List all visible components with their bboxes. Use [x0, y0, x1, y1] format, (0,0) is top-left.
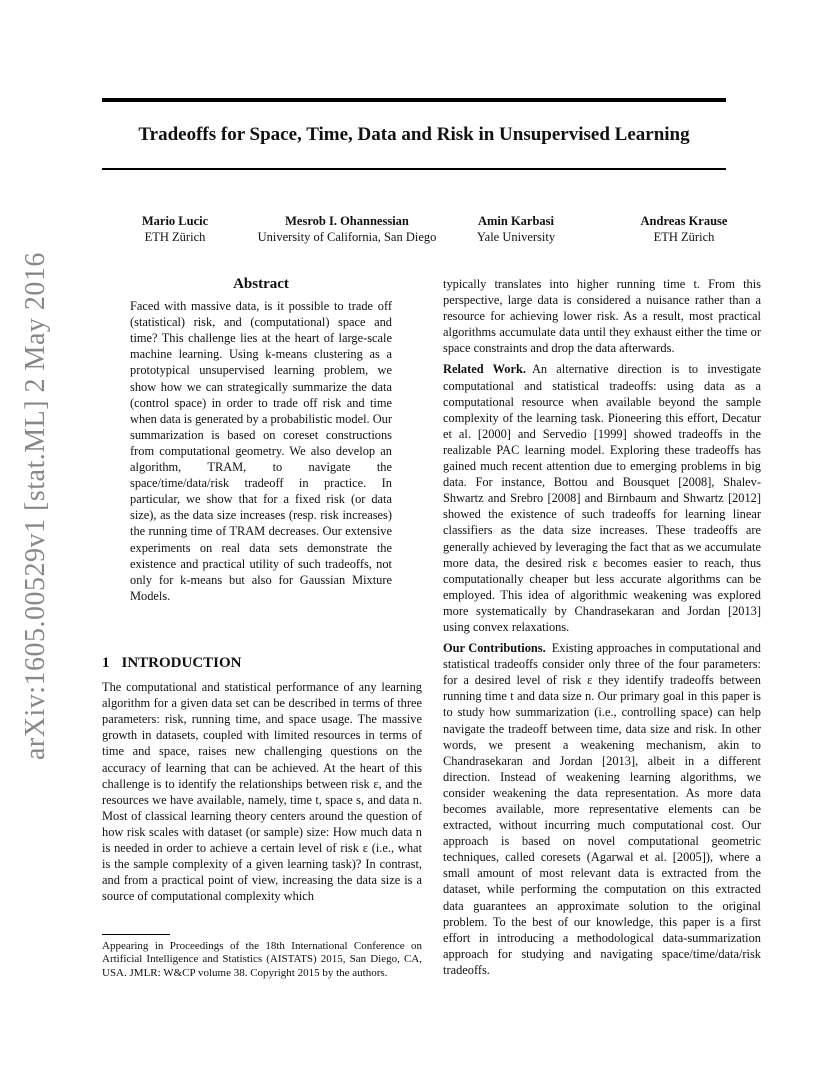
intro-continuation: typically translates into higher running time t. From this perspective, large data is considered a nuisance rather than a resource for achieving lower risk. As a result, most practical algorithms accumulate data until they exhaust either the time or space constraints and drop the data afterwards. [443, 277, 761, 356]
contributions-text: Existing approaches in computational and statistical tradeoffs consider only three of the four parameters: for a desired level of risk ε they identify tradeoffs between running time t and data size n. Our primary goal in this paper is to study how summarization (i.e., controlling space) can help navigate the tradeoff between time, data size and risk. In other words, we present a weakening mechanism, akin to Chandrasekaran and Jordan [2013], albeit in a different direction. Instead of weakening learning algorithms, we consider weakening the data representation. As more data becomes available, more representative elements can be extracted, without incurring much computational cost. Our approach is based on novel computational geometric techniques, called coresets (Agarwal et al. [2005]), where a small amount of most relevant data is extracted from the dataset, while performing the computation on this extracted data guarantees an approximate solution to the original problem. To the best of our knowledge, this paper is a first effort in introducing a methodological data-summarization approach for studying and navigating space/time/data/risk tradeoffs. [443, 641, 761, 977]
author-block [112, 213, 238, 245]
abstract-text: Faced with massive data, is it possible to trade off (statistical) risk, and (computational) space and time? This challenge lies at the heart of large-scale machine learning. Using k-means clustering as a prototypical unsupervised learning problem, we show how we can strategically summarize the data (control space) in order to trade off risk and time when data is generated by a probabilistic model. Our summarization is based on coreset constructions from computational geometry. We also develop an algorithm, TRAM, to navigate the space/time/data/risk tradeoff in practice. In particular, we show that for a fixed risk (or data size), as the data size increases (resp. risk increases) the running time of TRAM decreases. Our extensive experiments on real data sets demonstrate the existence and practical utility of such tradeoffs, not only for k-means but also for Gaussian Mixture Models. [130, 299, 392, 603]
section-title: INTRODUCTION [121, 655, 242, 671]
abstract-section [130, 276, 392, 609]
author-affiliation: ETH Zürich [653, 230, 715, 244]
introduction-section [102, 655, 422, 909]
author-affiliation: ETH Zürich [144, 230, 206, 244]
author-name: Andreas Krause [640, 214, 728, 228]
title-rule-top [102, 98, 726, 102]
paper-title: Tradeoffs for Space, Time, Data and Risk in Unsupervised Learning [138, 124, 690, 145]
abstract-heading: Abstract [233, 276, 289, 292]
contributions-paragraph [443, 640, 761, 978]
author-affiliation: Yale University [476, 230, 556, 244]
section-heading [102, 655, 422, 671]
contributions-heading: Our Contributions. [443, 641, 546, 656]
right-column [443, 276, 761, 983]
introduction-text: The computational and statistical performance of any learning algorithm for a given data set can be described in terms of three parameters: risk, running time, and space usage. The massive growth in datasets, coupled with limited resources in terms of time and space, raises new challenging questions on the accuracy of learning that can be achieved. At the heart of this challenge is to identify the relationships between risk ε, and the resources we have available, namely, time t, space s, and data n. Most of classical learning theory centers around the question of how risk scales with dataset (or sample) size: How much data n is needed in order to achieve a certain level of risk ε (i.e., what is the sample complexity of a given learning task)? In contrast, and from a practical point of view, increasing the data size is a source of computational complexity which [102, 680, 422, 904]
related-work-heading: Related Work. [443, 362, 526, 377]
author-block [618, 213, 750, 245]
author-name: Mario Lucic [141, 214, 209, 228]
related-work-text: An alternative direction is to investigate computational and statistical tradeoffs: using data as a computational resource when available beyond the sample complexity of the learning task. Pioneering this effort, Decatur et al. [2000] and Servedio [1999] showed tradeoffs in the realizable PAC learning model. Exploring these tradeoffs has gained much recent attention due to emerging problems in big data. For instance, Bottou and Bousquet [2008], Shalev-Shwartz and Srebro [2008] and Birnbaum and Shwartz [2012] showed the existence of such tradeoffs for learning linear classifiers as the data size increases. These tradeoffs are generally achieved by leveraging the fact that as we accumulate more data, the desired risk ε becomes easier to reach, thus computationally cheaper but less accurate algorithms can be employed. This idea of algorithmic weakening was explored more systematically by Chandrasekaran and Jordan [2013] using convex relaxations. [443, 362, 761, 634]
footnote-rule [102, 934, 170, 935]
arxiv-stamp: arXiv:1605.00529v1 [stat.ML] 2 May 2016 [20, 252, 51, 760]
author-affiliation: University of California, San Diego [257, 230, 437, 244]
related-work-paragraph [443, 361, 761, 635]
author-name: Mesrob I. Ohannessian [285, 214, 409, 228]
title-rule-bottom [102, 168, 726, 170]
footnote: Appearing in Proceedings of the 18th International Conference on Artificial Intelligence and Statistics (AISTATS) 2015, San Diego, CA, USA. JMLR: W&CP volume 38. Copyright 2015 by the authors. [102, 940, 422, 979]
author-name: Amin Karbasi [477, 214, 555, 228]
section-number: 1 [102, 655, 110, 671]
author-block [240, 213, 454, 245]
author-block [456, 213, 576, 245]
